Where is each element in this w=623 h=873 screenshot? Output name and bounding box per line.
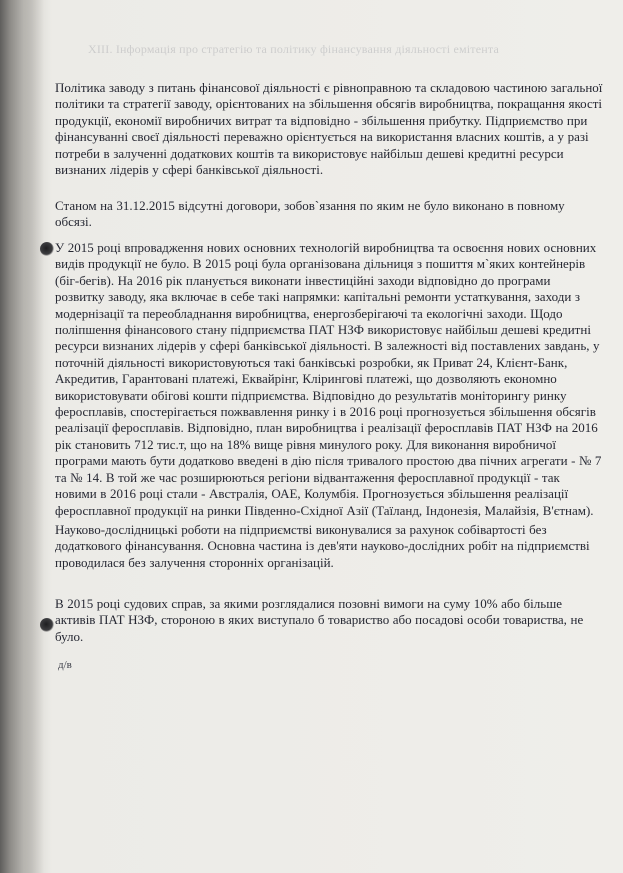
page-marker: д/в: [58, 659, 72, 671]
punch-hole: [40, 242, 54, 256]
paragraph-contracts-status: Станом на 31.12.2015 відсутні договори, зобов`язання по яким не було виконано в повному обсязі.: [55, 198, 565, 230]
paragraph-production-plans: У 2015 році впровадження нових основних технологій виробництва та освоєння нових основних видів продукції не було. В 2015 році була організована дільниця з пошиття м`яких контейнерів (біг-бегів). На 2016 рік планується виконати інвестиційні заходи відповідно до програми розвитку заводу, яка включає в себе такі напрямки: капітальні ремонти устаткування, заходи з модернізації та переобладнання виробництва, енергозберігаючі та екологічні заходи. Щодо поліпшення фінансового стану підприємства ПАТ НЗФ використовує найбільш дешеві кредитні ресурси визнаних лідерів у сфері банківської діяльності. В залежності від поставлених завдань, у поточній діяльності використовуються такі банківські розробки, як Приват 24, Клієнт-Банк, Акредитив, Гарантовані платежі, Еквайрінг, Клірингові платежі, що дозволяють економно використовувати обігові кошти підприємства. Відповідно до результатів моніторингу ринку феросплавів, спостерігається пожвавлення ринку і в 2016 році прогнозується збільшення обсягів реалізації феросплавів. Відповідно, план виробництва і реалізації феросплавів ПАТ НЗФ на 2016 рік становить 712 тис.т, що на 18% вище рівня минулого року. Для виконання виробничої програми мають бути додатково введені в дію після тривалого простою два пічних агрегати - № 7 та № 14. В той же час розширюються регіони відвантаження феросплавної продукції - так новими в 2016 році стали - Австралія, ОАЕ, Колумбія. Прогнозується збільшення реалізації феросплавної продукції на ринки Південно-Східної Азії (Таїланд, Індонезія, Малайзія, В'єтнам).: [55, 240, 602, 518]
paragraph-financing-policy: Політика заводу з питань фінансової діяльності є рівноправною та складовою частиною загальної політики та стратегії заводу, орієнтованих на збільшення обсягів виробництва, покращання якості продукції, економії виробничих витрат та відповідно - збільшення прибутку. Підприємство при фінансуванні своєї діяльності переважно орієнтується на використання власних коштів, а у разі потреби в залученні додаткових коштів та використовує найбільш дешеві кредитні ресурси визнаних лідерів у сфері банківської діяльності.: [55, 80, 603, 178]
binding-shadow: [0, 0, 44, 873]
faint-section-header: XIII. Інформація про стратегію та політику фінансування діяльності емітента: [88, 42, 500, 56]
paragraph-court-cases: В 2015 році судових справ, за якими розглядалися позовні вимоги на суму 10% або більше активів ПАТ НЗФ, стороною в яких виступало б товариство або посадові особи товариства, не було.: [55, 596, 584, 644]
punch-hole: [40, 618, 54, 632]
paragraph-research-works: Науково-дослідницькі роботи на підприємстві виконувалися за рахунок собівартості без додаткового фінансування. Основна частина із дев'яти науково-дослідних робіт на підприємстві проводилася без залучення сторонніх організацій.: [55, 522, 590, 570]
